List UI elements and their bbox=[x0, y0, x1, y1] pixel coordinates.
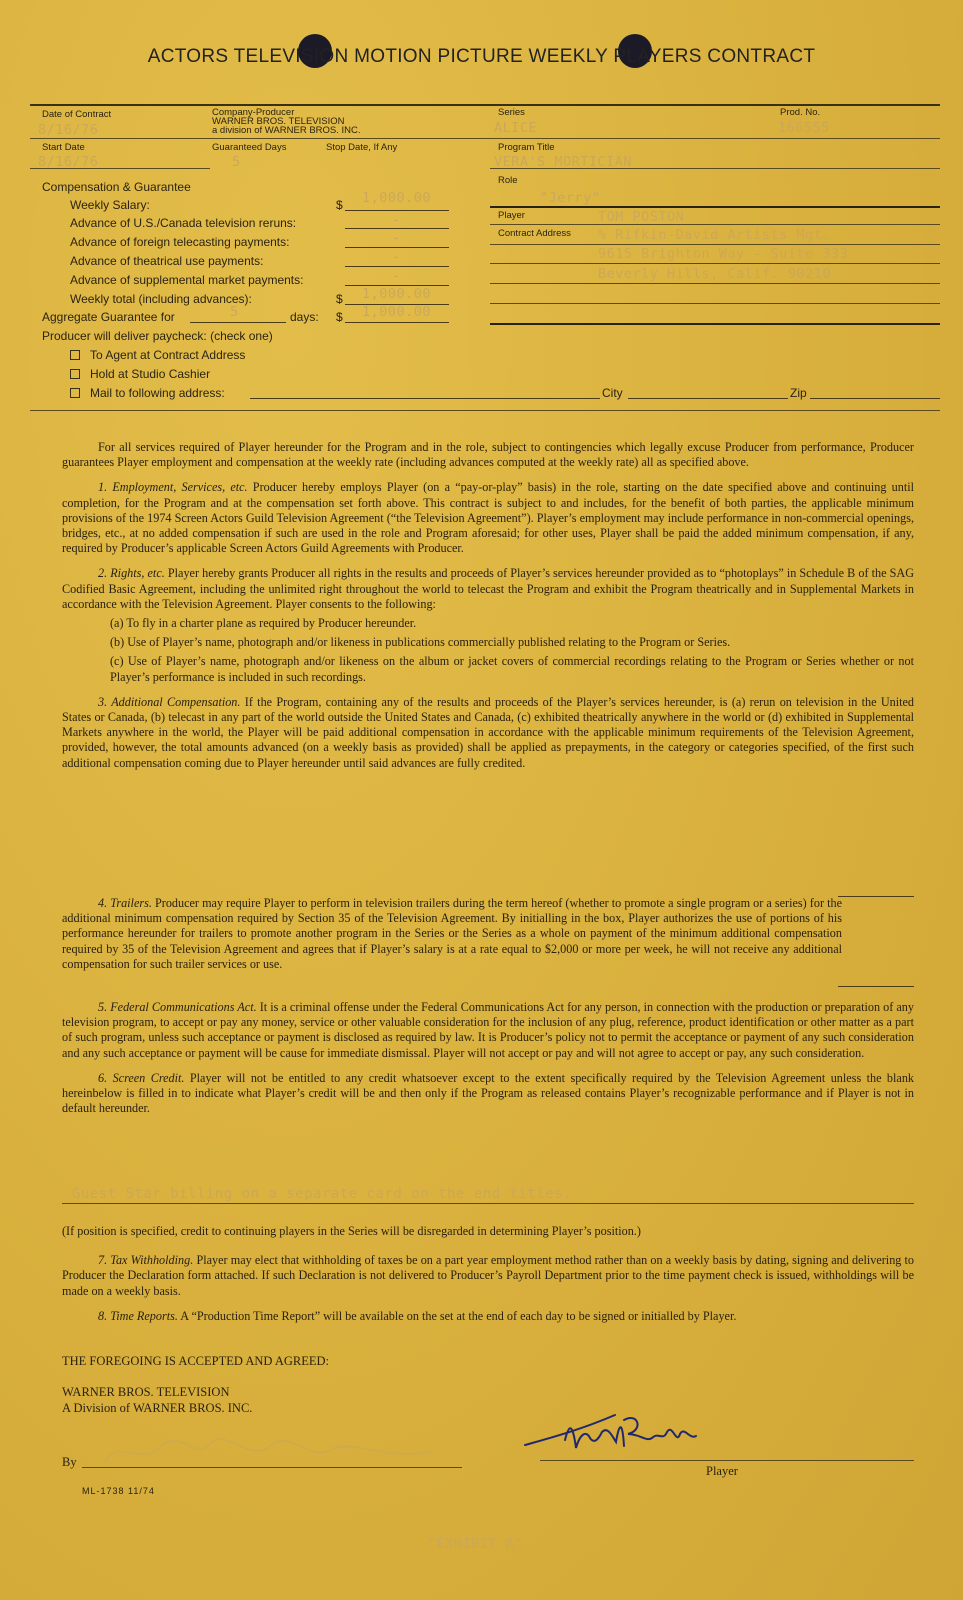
player-signature bbox=[520, 1390, 720, 1470]
contract-address-label: Contract Address bbox=[498, 228, 571, 239]
aggregate-value: 1,000.00 bbox=[362, 304, 432, 320]
signature-company-line1: WARNER BROS. TELEVISION bbox=[62, 1385, 230, 1399]
trailer-initial-box-top[interactable] bbox=[838, 896, 914, 897]
section-4-title: 4. Trailers. bbox=[98, 896, 152, 910]
section-7 bbox=[62, 1253, 914, 1299]
prod-no-label: Prod. No. bbox=[780, 107, 821, 118]
paycheck-option-agent[interactable] bbox=[70, 348, 245, 362]
weekly-salary-dollar: $ bbox=[336, 198, 343, 212]
contract-body-3 bbox=[62, 1000, 914, 1126]
aggregate-days-blank bbox=[190, 322, 286, 323]
address-line2: 9615 Brighton Way - Suite 333 bbox=[598, 246, 849, 262]
role-label: Role bbox=[498, 175, 518, 186]
program-title-value: VERA'S MORTICIAN bbox=[494, 154, 633, 170]
date-of-contract-value: 8/16/76 bbox=[38, 122, 99, 138]
compensation-heading: Compensation & Guarantee bbox=[42, 180, 191, 194]
page-title: ACTORS TELEVISION MOTION PICTURE WEEKLY PLAYERS CONTRACT bbox=[147, 46, 816, 67]
aggregate-days-value: 5 bbox=[230, 304, 239, 320]
foreign-advance-label: Advance of foreign telecasting payments: bbox=[70, 235, 290, 249]
address-rule-4 bbox=[490, 303, 940, 304]
start-date-label: Start Date bbox=[42, 142, 85, 153]
role-value: "Jerry" bbox=[540, 190, 601, 206]
credit-blank-rule bbox=[62, 1203, 914, 1204]
address-rule-1 bbox=[490, 244, 940, 245]
section-2-text: Player hereby grants Producer all rights in the results and proceeds of Player’s services hereunder provided as to “photoplays” in Schedule B of the SAG Codified Basic Agreement, including the unlimited right throughout the world to telecast the Program and exhibit the Program theatrically and in Supplemental Markets in accordance with the Television Agreement. Player consents to the following: bbox=[62, 566, 915, 611]
rerun-advance-blank bbox=[345, 228, 449, 229]
paycheck-option-cashier[interactable] bbox=[70, 367, 210, 381]
header-mid-rule bbox=[30, 138, 940, 139]
start-date-value: 8/16/76 bbox=[38, 154, 99, 170]
header-top-rule bbox=[30, 104, 940, 106]
guaranteed-days-value: 5 bbox=[232, 154, 241, 170]
rerun-advance-label: Advance of U.S./Canada television reruns: bbox=[70, 216, 297, 230]
company-line2: a division of WARNER BROS. INC. bbox=[212, 125, 361, 136]
section-1-text: Producer hereby employs Player (on a “pay-or-play” basis) in the role, starting on the date specified above and continuing until completion, for the Program and at the compensation set forth above. This contract is subject to and includes, for the benefit of both parties, the applicable minimum provisions of the 1974 Screen Actors Guild Television Agreement (“the Television Agreement”). Player’s employment may include performance in non-commercial openings, bridges, etc., at no added compensation if such are used in the role and Program aforesaid; for other uses, Player shall be paid the added minimum compensation, if any, required by Producer’s applicable Screen Actors Guild Agreements with Producer. bbox=[62, 480, 915, 556]
cashier-option-label: Hold at Studio Cashier bbox=[90, 367, 211, 381]
player-label: Player bbox=[706, 1464, 738, 1478]
exhibit-typed: "EXHIBIT A" bbox=[428, 1536, 523, 1552]
date-of-contract-label: Date of Contract bbox=[42, 109, 112, 120]
weekly-salary-label: Weekly Salary: bbox=[70, 198, 150, 212]
signature-company-line2: A Division of WARNER BROS. INC. bbox=[62, 1401, 253, 1415]
section-3-title: 3. Additional Compensation. bbox=[98, 694, 241, 709]
theatrical-advance-label: Advance of theatrical use payments: bbox=[70, 254, 264, 268]
weekly-total-dollar: $ bbox=[336, 292, 343, 306]
company-line1: WARNER BROS. TELEVISION bbox=[212, 116, 345, 127]
supplemental-advance-value: - bbox=[392, 268, 401, 284]
supplemental-advance-label: Advance of supplemental market payments: bbox=[70, 273, 304, 287]
section-2 bbox=[62, 566, 914, 612]
section-3 bbox=[62, 695, 914, 771]
weekly-total-label: Weekly total (including advances): bbox=[70, 292, 252, 306]
weekly-salary-blank bbox=[345, 210, 449, 211]
address-rule-5 bbox=[490, 323, 940, 325]
section-1 bbox=[62, 480, 914, 556]
section-4 bbox=[62, 896, 842, 972]
section-8-title: 8. Time Reports. bbox=[98, 1308, 178, 1323]
section-2-title: 2. Rights, etc. bbox=[98, 566, 165, 581]
agent-option-label: To Agent at Contract Address bbox=[90, 348, 246, 362]
company-label: Company-Producer bbox=[212, 107, 295, 118]
position-note: (If position is specified, credit to continuing players in the Series will be disregarded in determining Player’s position.) bbox=[62, 1224, 641, 1238]
agent-checkbox[interactable] bbox=[70, 350, 80, 360]
contract-body-4 bbox=[62, 1224, 914, 1334]
producer-signature bbox=[100, 1432, 460, 1472]
section-4-text: Producer may require Player to perform in television trailers during the term hereof (whether to promote a single program or a series) for the additional minimum compensation required by Section 35 of the Television Agreement. By initialling in the box, Player authorizes the use of portions of his performance hereunder for trailers to promote another program in the Series or the Series as a whole on payment of the minimum additional compensation required by 35 of the Television Agreement and agrees that if Player’s salary is at a rate equal to $2,000 or more per week, he will not receive any additional compensation for such trailer services or use. bbox=[62, 896, 842, 971]
mail-option-label: Mail to following address: bbox=[90, 386, 225, 400]
address-line3: Beverly Hills, Calif. 90210 bbox=[598, 266, 831, 282]
player-value: TOM POSTON bbox=[598, 209, 685, 225]
city-label: City bbox=[602, 386, 623, 400]
header-bottom-rule bbox=[30, 168, 210, 169]
aggregate-value-blank bbox=[345, 322, 449, 323]
section-2-c: (c) Use of Player’s name, photograph and/or likeness on the album or jacket covers of commercial recordings relating to the Program or Series whether or not Player’s performance is included in such recordings. bbox=[110, 654, 914, 684]
aggregate-label: Aggregate Guarantee for bbox=[42, 310, 175, 324]
player-label: Player bbox=[498, 210, 525, 221]
section-1-title: 1. Employment, Services, etc. bbox=[98, 480, 248, 495]
weekly-total-value: 1,000.00 bbox=[362, 286, 432, 302]
section-5-title: 5. Federal Communications Act. bbox=[98, 1000, 257, 1014]
paycheck-label: Producer will deliver paycheck: (check one) bbox=[42, 329, 273, 343]
aggregate-days-label: days: bbox=[290, 310, 319, 324]
address-rule-2 bbox=[490, 263, 940, 264]
section-5-text: It is a criminal offense under the Federal Communications Act for any person, in connection with the production or preparation of any television program, to accept or pay any money, service or other valuable consideration for the inclusion of any plug, reference, product identification or other matter as a part of such program, unless such acceptance or payment is disclosed as required by law. It is Producer’s policy not to permit the acceptance or payment of any such consideration and any such acceptance or payment will be cause for immediate dismissal. Player will not accept or pay and will not agree to accept or pay, any such consideration. bbox=[62, 1000, 914, 1060]
aggregate-dollar: $ bbox=[336, 310, 343, 324]
section-6 bbox=[62, 1071, 914, 1117]
city-blank[interactable] bbox=[628, 398, 788, 399]
weekly-salary-value: 1,000.00 bbox=[362, 190, 432, 206]
program-title-label: Program Title bbox=[498, 142, 555, 153]
contract-body bbox=[62, 440, 914, 781]
series-value: ALICE bbox=[494, 120, 538, 136]
rerun-advance-value: - bbox=[392, 212, 401, 228]
section-2-b: (b) Use of Player’s name, photograph and/or likeness in publications commercially published relating to the Program or Series. bbox=[110, 635, 731, 650]
section-8-text: A “Production Time Report” will be available on the set at the end of each day to be signed or initialled by Player. bbox=[180, 1308, 737, 1323]
address-line1: % Rifkin-David Artists Mgt. bbox=[598, 227, 831, 243]
address-rule-3 bbox=[490, 283, 940, 284]
cashier-checkbox[interactable] bbox=[70, 369, 80, 379]
player-signature-line[interactable] bbox=[540, 1460, 914, 1461]
section-7-title: 7. Tax Withholding. bbox=[98, 1253, 194, 1268]
credit-typed-line: Guest Star billing on a separate card on the end titles. bbox=[72, 1186, 573, 1202]
paycheck-option-mail[interactable] bbox=[70, 386, 225, 400]
section-7-text: Player may elect that withholding of taxes be on a part year employment method rather than on a weekly basis by dating, signing and delivering to Producer the Declaration form attached. If such Declaration is not delivered to Producer’s Payroll Department prior to the time payment check is issued, withholdings will be made on a weekly basis. bbox=[62, 1253, 915, 1298]
prod-no-value: 166555 bbox=[778, 120, 830, 136]
intro-paragraph: For all services required of Player hereunder for the Program and in the role, subject to contingencies which legally excuse Producer from performance, Producer guarantees Player employment and compensation at the weekly rate (including advances computed at the weekly rate) all as specified above. bbox=[62, 440, 914, 470]
series-label: Series bbox=[498, 107, 525, 118]
section-2-a: (a) To fly in a charter plane as required by Producer hereunder. bbox=[110, 616, 417, 631]
stop-date-label: Stop Date, If Any bbox=[326, 142, 398, 153]
accepted-heading: THE FOREGOING IS ACCEPTED AND AGREED: bbox=[62, 1354, 330, 1368]
trailer-initial-box-bottom[interactable] bbox=[838, 986, 914, 987]
guaranteed-days-label: Guaranteed Days bbox=[212, 142, 287, 153]
by-label: By bbox=[62, 1455, 77, 1469]
mail-address-blank[interactable] bbox=[250, 398, 600, 399]
section-6-text: Player will not be entitled to any credit whatsoever except to the extent specifically required by the Television Agreement unless the blank hereinbelow is filled in to indicate what Player’s credit will be and then only if the Program as released contains Player’s recognizable performance and if Player is not in default hereunder. bbox=[62, 1070, 915, 1116]
form-code: ML-1738 11/74 bbox=[82, 1486, 155, 1496]
section-8 bbox=[62, 1309, 914, 1324]
section-6-title: 6. Screen Credit. bbox=[98, 1070, 185, 1085]
theatrical-advance-blank bbox=[345, 266, 449, 267]
zip-label: Zip bbox=[790, 386, 807, 400]
player-rule bbox=[490, 224, 940, 225]
contract-body-2 bbox=[62, 896, 842, 982]
foreign-advance-blank bbox=[345, 247, 449, 248]
program-title-rule bbox=[490, 168, 940, 169]
section-5 bbox=[62, 1000, 914, 1061]
theatrical-advance-value: - bbox=[392, 249, 401, 265]
role-rule bbox=[490, 206, 940, 208]
zip-blank[interactable] bbox=[810, 398, 940, 399]
foreign-advance-value: - bbox=[392, 230, 401, 246]
mail-checkbox[interactable] bbox=[70, 388, 80, 398]
section-3-text: If the Program, containing any of the results and proceeds of the Player’s services hereunder, is (a) rerun on television in the United States or Canada, (b) telecast in any part of the world outside the United States and Canada, (c) exhibited theatrically anywhere in the world or (d) exhibited in Supplemental Markets anywhere in the world, the Player will be paid additional compensation in accordance with the applicable minimum requirements of the Television Agreement, provided, however, the total amounts advanced (on a weekly basis as provided) shall be applied as prepayments, in the category or categories specified, of the first such additional compensation coming due to Player hereunder until said advances are fully credited. bbox=[62, 694, 915, 770]
form-bottom-rule bbox=[30, 410, 940, 411]
